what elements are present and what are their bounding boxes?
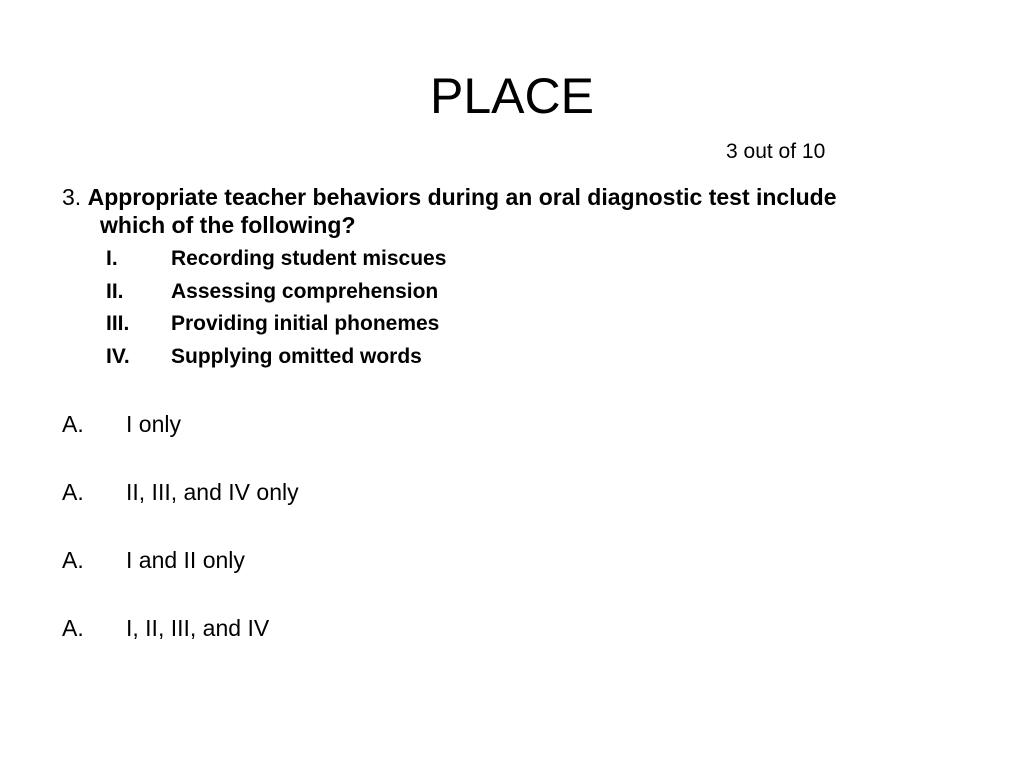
answer-letter: A.: [62, 615, 84, 641]
question-stem-line-2: which of the following?: [100, 212, 356, 238]
answer-text: II, III, and IV only: [126, 479, 299, 505]
statement-marker: II.: [106, 279, 124, 303]
question-progress: 3 out of 10: [726, 140, 826, 163]
statement-marker: I.: [106, 247, 118, 270]
question-stem-line-1: Appropriate teacher behaviors during an oral diagnostic test include: [87, 184, 837, 210]
statement-text: Assessing comprehension: [171, 279, 439, 303]
answer-letter: A.: [62, 479, 84, 505]
answer-text: I and II only: [126, 547, 245, 573]
statement-item: [106, 310, 446, 343]
question-number: 3.: [62, 184, 82, 210]
statement-item: [106, 278, 446, 311]
statement-item: [106, 245, 446, 278]
statement-item: [106, 343, 446, 376]
answer-text: I only: [126, 411, 181, 437]
answer-choices: [62, 409, 299, 681]
answer-choice[interactable]: [62, 613, 299, 681]
statement-text: Supplying omitted words: [171, 344, 422, 368]
statement-text: Providing initial phonemes: [171, 312, 440, 335]
answer-letter: A.: [62, 411, 84, 437]
answer-choice[interactable]: [62, 409, 299, 477]
statement-text: Recording student miscues: [171, 247, 447, 270]
statement-marker: III.: [106, 312, 130, 335]
answer-text: I, II, III, and IV: [126, 615, 270, 641]
answer-choice[interactable]: [62, 545, 299, 613]
statement-list: [106, 245, 446, 375]
question-prompt: [62, 183, 962, 239]
answer-choice[interactable]: [62, 477, 299, 545]
answer-letter: A.: [62, 547, 84, 573]
statement-marker: IV.: [106, 344, 130, 368]
slide-title: PLACE: [430, 68, 594, 124]
